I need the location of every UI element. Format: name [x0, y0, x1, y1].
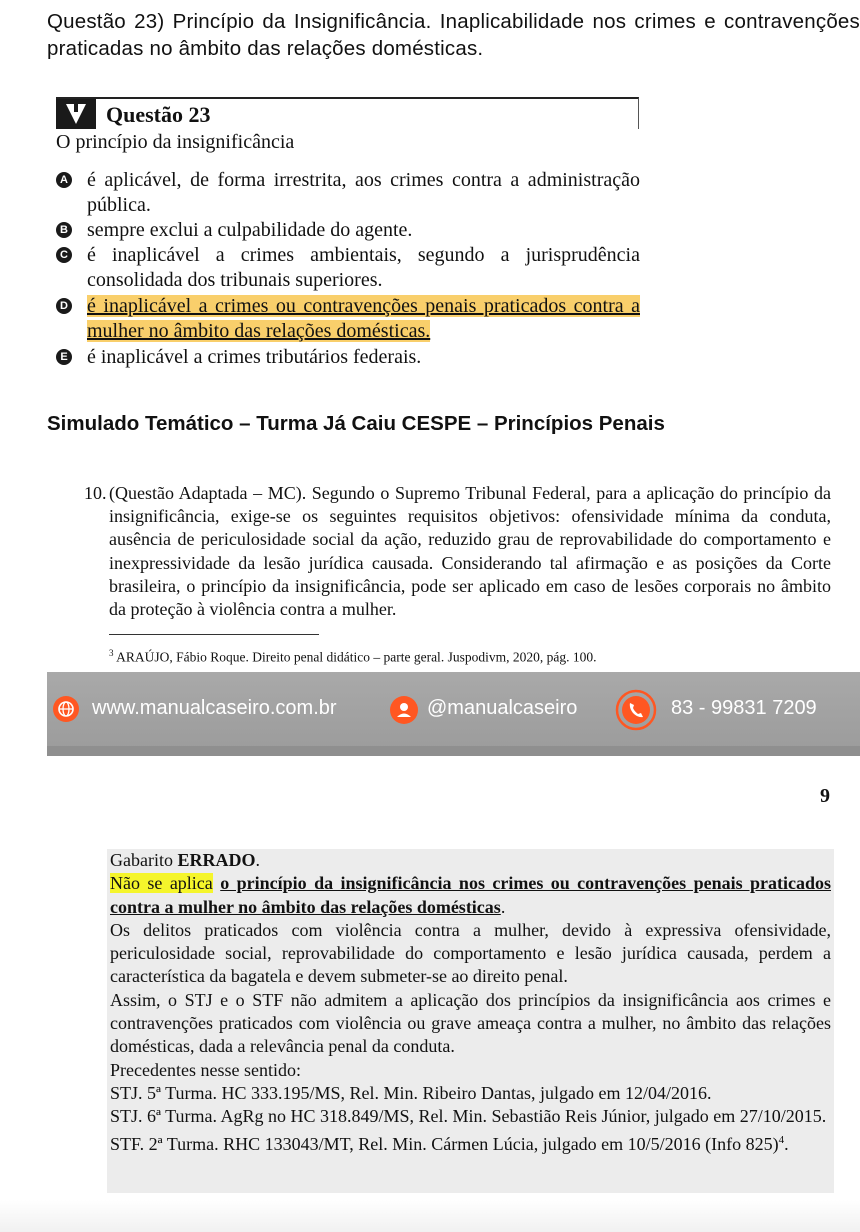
answer-content — [110, 849, 831, 1156]
option-e — [56, 345, 640, 370]
answer-main-statement — [110, 872, 831, 919]
simulado-title: Simulado Temático – Turma Já Caiu CESPE – Princípios Penais — [47, 412, 665, 435]
option-b-letter-icon: B — [56, 222, 72, 238]
footnote — [109, 645, 596, 666]
answer-label: Gabarito — [110, 850, 178, 870]
page-number: 9 — [820, 785, 830, 807]
option-b-text: sempre exclui a culpabilidade do agente. — [87, 219, 413, 241]
answer-precedent-3-end: . — [784, 1133, 789, 1154]
answer-verdict: ERRADO — [177, 850, 256, 870]
option-b — [56, 218, 640, 243]
answer-precedent-3-text: STF. 2ª Turma. RHC 133043/MT, Rel. Min. Cármen Lúcia, julgado em 10/5/2016 (Info 825) — [110, 1133, 779, 1154]
option-c — [56, 243, 640, 293]
option-d-letter-icon: D — [56, 298, 72, 314]
answer-verdict-line — [110, 849, 831, 872]
footnote-marker: 3 — [109, 648, 114, 658]
bottom-edge — [0, 1200, 860, 1232]
answer-precedent-2: STJ. 6ª Turma. AgRg no HC 318.849/MS, Rel. Min. Sebastião Reis Júnior, julgado em 27/10/2015. — [110, 1106, 827, 1127]
option-c-text: é inaplicável a crimes ambientais, segundo a jurisprudência consolidada dos tribunais superiores. — [87, 244, 640, 291]
contact-band-shadow — [47, 746, 860, 756]
footnote-text: ARAÚJO, Fábio Roque. Direito penal didático – parte geral. Juspodivm, 2020, pág. 100. — [116, 649, 597, 665]
option-a-letter-icon: A — [56, 172, 72, 188]
user-icon — [390, 696, 418, 724]
page-heading: Questão 23) Princípio da Insignificância. Inaplicabilidade nos crimes e contravenções praticadas no âmbito das relações domésticas. — [47, 10, 860, 60]
question-stem: O princípio da insignificância — [56, 131, 295, 153]
option-e-text: é inaplicável a crimes tributários federais. — [87, 346, 422, 368]
question-10-text: (Questão Adaptada – MC). Segundo o Supremo Tribunal Federal, para a aplicação do princípio da insignificância, exige-se os seguintes requisitos objetivos: ofensividade mínima da conduta, ausência de periculosidade social da ação, reduzido grau de reprovabilidade do comportamento e inexpressividade da lesão jurídica causada. Considerando tal afirmação e as posições da Corte brasileira, o princípio da insignificância, pode ser aplicado em caso de lesões corporais no âmbito da proteção à violência contra a mulher. — [109, 483, 831, 620]
answer-underlined: o princípio da insignificância nos crimes ou contravenções penais praticados contra a mulher no âmbito das relações domésticas — [110, 873, 831, 917]
social-handle-link[interactable]: @manualcaseiro — [427, 697, 578, 719]
option-a — [56, 168, 640, 218]
contact-band — [47, 672, 860, 756]
answer-paragraph-2: Os delitos praticados com violência contra a mulher, devido à expressiva ofensividade, periculosidade social, reprovabilidade do comportamento e lesão jurídica causada, perdem a característica da bagatela e devem submeter-se ao direito penal. — [110, 919, 831, 987]
question-box-header — [56, 97, 639, 129]
option-d — [56, 294, 640, 344]
answer-highlight: Não se aplica — [110, 873, 213, 894]
website-link[interactable]: www.manualcaseiro.com.br — [92, 697, 337, 719]
answer-footnote-marker: 4 — [778, 1133, 785, 1146]
down-arrow-icon — [56, 99, 96, 129]
answer-paragraph-3: Assim, o STJ e o STF não admitem a aplicação dos princípios da insignificância aos crimes e contravenções praticados com violência ou grave ameaça contra a mulher, no âmbito das relações domésticas, dada a relevância penal da conduta. — [110, 989, 831, 1057]
globe-icon — [53, 696, 79, 722]
answer-precedent-1: STJ. 5ª Turma. HC 333.195/MS, Rel. Min. Ribeiro Dantas, julgado em 12/04/2016. — [110, 1082, 712, 1103]
footnote-divider — [109, 634, 319, 635]
question-10-number: 10. — [84, 483, 107, 503]
option-c-letter-icon: C — [56, 247, 72, 263]
option-d-text: é inaplicável a crimes ou contravenções penais praticados contra a mulher no âmbito das relações domésticas. — [87, 295, 640, 342]
answer-precedent-3 — [110, 1129, 831, 1156]
phone-number: 83 - 99831 7209 — [671, 697, 817, 719]
question-box-title: Questão 23 — [106, 102, 211, 127]
whatsapp-phone-icon — [614, 688, 658, 732]
answer-underlined-end: . — [500, 896, 506, 917]
answer-precedents-label: Precedentes nesse sentido: — [110, 1059, 301, 1080]
answer-verdict-end: . — [255, 850, 260, 870]
option-a-text: é aplicável, de forma irrestrita, aos crimes contra a administração pública. — [87, 169, 640, 216]
option-e-letter-icon: E — [56, 349, 72, 365]
